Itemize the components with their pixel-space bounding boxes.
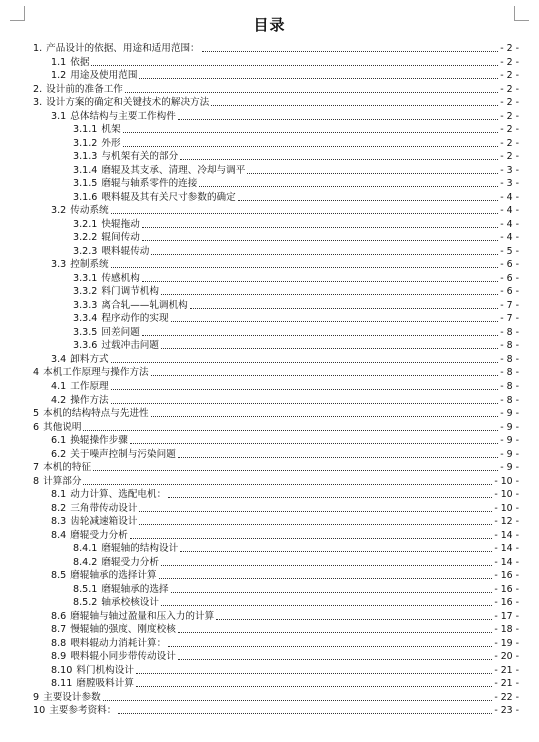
toc-entry-number: 3.2 [51, 205, 67, 217]
toc-dot-leader [168, 646, 492, 647]
toc-entry-number: 1.2 [51, 70, 67, 82]
toc-entry[interactable] [73, 231, 519, 244]
toc-entry-number: 8.4 [51, 529, 67, 541]
toc-entry-title: 外形 [101, 137, 121, 149]
toc-dot-leader [159, 578, 493, 579]
toc-entry[interactable] [33, 83, 519, 96]
toc-entry[interactable] [51, 677, 519, 690]
toc-entry-page: - 21 - [494, 664, 519, 676]
toc-entry-page: - 17 - [494, 610, 519, 622]
toc-entry-title: 设计方案的确定和关键技术的解决方法 [46, 97, 210, 109]
toc-entry-title: 总体结构与主要工作构件 [70, 110, 176, 122]
toc-entry[interactable] [51, 637, 519, 650]
toc-entry-page: - 3 - [500, 164, 519, 176]
toc-entry-page: - 7 - [500, 313, 519, 325]
toc-entry[interactable] [73, 339, 519, 352]
toc-entry-number: 8.5.1 [73, 583, 98, 595]
toc-entry-number: 3.1.4 [73, 164, 98, 176]
toc-entry-title: 磨辊轴与轴过盈量和压入力的计算 [70, 610, 215, 622]
toc-entry-page: - 8 - [500, 340, 519, 352]
toc-dot-leader [168, 497, 492, 498]
toc-entry-number: 8.4.1 [73, 543, 98, 555]
toc-entry-title: 磨辊受力分析 [101, 556, 159, 568]
toc-dot-leader [111, 267, 499, 268]
toc-entry-title: 动力计算、选配电机： [70, 489, 167, 501]
toc-dot-leader [151, 254, 498, 255]
toc-entry-title: 与机架有关的部分 [101, 151, 179, 163]
toc-entry-title: 主要参考资料： [49, 705, 117, 717]
toc-entry-title: 控制系统 [70, 259, 109, 271]
toc-entry-page: - 8 - [500, 353, 519, 365]
toc-dot-leader [202, 51, 499, 52]
toc-entry[interactable] [51, 529, 519, 542]
toc-entry-number: 3.3.2 [73, 286, 98, 298]
toc-dot-leader [161, 294, 498, 295]
toc-entry[interactable] [51, 664, 519, 677]
toc-entry-number: 2. [33, 83, 43, 95]
toc-entry-number: 6.1 [51, 435, 67, 447]
toc-entry-number: 8.5 [51, 570, 67, 582]
toc-entry[interactable] [73, 583, 519, 596]
toc-entry-page: - 14 - [494, 556, 519, 568]
toc-dot-leader [83, 484, 492, 485]
toc-dot-leader [136, 673, 492, 674]
toc-entry-page: - 9 - [500, 462, 519, 474]
toc-dot-leader [139, 78, 498, 79]
toc-entry-page: - 2 - [500, 70, 519, 82]
toc-dot-leader [190, 308, 499, 309]
toc-dot-leader [111, 213, 499, 214]
toc-entry[interactable] [51, 204, 519, 217]
toc-entry-page: - 8 - [500, 367, 519, 379]
toc-entry-title: 磨辊受力分析 [70, 529, 128, 541]
toc-entry-number: 3.1.5 [73, 178, 98, 190]
toc-entry[interactable] [51, 569, 519, 582]
toc-dot-leader [111, 403, 499, 404]
toc-entry-number: 3.3.4 [73, 313, 98, 325]
toc-entry-page: - 6 - [500, 286, 519, 298]
toc-entry-title: 磨辊轴承的选择计算 [70, 570, 157, 582]
toc-dot-leader [171, 592, 493, 593]
toc-dot-leader [161, 565, 492, 566]
toc-entry-number: 8.9 [51, 651, 67, 663]
toc-entry-page: - 6 - [500, 272, 519, 284]
toc-dot-leader [171, 321, 499, 322]
toc-entry-number: 3.1.2 [73, 137, 98, 149]
toc-entry[interactable] [33, 704, 519, 717]
toc-entry[interactable] [33, 407, 519, 420]
toc-entry-title: 磨辊轴的结构设计 [101, 543, 179, 555]
toc-dot-leader [93, 470, 498, 471]
toc-entry-page: - 18 - [494, 624, 519, 636]
toc-entry-number: 3.3.5 [73, 326, 98, 338]
toc-entry-page: - 2 - [500, 97, 519, 109]
toc-entry-page: - 8 - [500, 381, 519, 392]
toc-entry-number: 1. [33, 43, 43, 54]
toc-entry-number: 8.2 [51, 502, 67, 514]
toc-entry-title: 轴承校核设计 [101, 597, 159, 609]
toc-entry-title: 操作方法 [70, 394, 109, 406]
toc-dot-leader [151, 375, 499, 376]
toc-entry-title: 其他说明 [43, 421, 82, 433]
toc-entry-number: 8.1 [51, 489, 67, 501]
toc-entry-title: 磨辊轴承的选择 [101, 583, 169, 595]
toc-entry-number: 3.2.2 [73, 232, 98, 244]
toc-entry-number: 8.4.2 [73, 556, 98, 568]
toc-entry-number: 4.2 [51, 394, 67, 406]
toc-entry-page: - 7 - [500, 299, 519, 311]
toc-entry-page: - 16 - [494, 597, 519, 609]
toc-entry-page: - 4 - [500, 205, 519, 217]
toc-entry[interactable] [73, 218, 519, 231]
toc-dot-leader [136, 686, 492, 687]
toc-entry[interactable] [33, 691, 519, 704]
toc-entry[interactable] [51, 353, 519, 366]
toc-entry-number: 4 [33, 367, 40, 379]
toc-entry-number: 8.11 [51, 678, 73, 690]
toc-dot-leader [123, 132, 499, 133]
toc-entry-page: - 14 - [494, 529, 519, 541]
toc-entry-title: 料门调节机构 [101, 286, 159, 298]
toc-dot-leader [111, 362, 499, 363]
toc-entry[interactable] [73, 191, 519, 204]
toc-entry-number: 3. [33, 97, 43, 109]
toc-entry[interactable] [51, 258, 519, 271]
toc-entry-title: 慢辊轴的强度、刚度校核 [70, 624, 176, 636]
toc-entry-title: 设计前的准备工作 [46, 83, 123, 95]
toc-entry-page: - 20 - [494, 651, 519, 663]
toc-entry-page: - 4 - [500, 218, 519, 230]
toc-entry-page: - 19 - [494, 637, 519, 649]
toc-entry-number: 8.3 [51, 516, 67, 528]
toc-entry-title: 计算部分 [43, 475, 82, 487]
toc-entry[interactable] [51, 69, 519, 82]
toc-entry-number: 8.10 [51, 664, 73, 676]
toc-entry[interactable] [73, 245, 519, 258]
toc-entry-number: 3.3.3 [73, 299, 98, 311]
toc-entry[interactable] [51, 380, 519, 393]
toc-entry-number: 8 [33, 475, 40, 487]
toc-entry-number: 1.1 [51, 56, 67, 68]
toc-entry[interactable] [73, 542, 519, 555]
toc-entry-title: 喂料辊及其有关尺寸参数的确定 [101, 191, 236, 203]
toc-entry-title: 本机工作原理与操作方法 [43, 367, 149, 379]
toc-dot-leader [178, 632, 493, 633]
toc-entry-number: 3.4 [51, 353, 67, 365]
toc-entry-title: 关于噪声控制与污染问题 [70, 448, 176, 460]
toc-entry-title: 三角带传动设计 [70, 502, 138, 514]
toc-entry-title: 用途及使用范围 [70, 70, 138, 82]
toc-entry-page: - 9 - [500, 435, 519, 447]
toc-entry-number: 3.1 [51, 110, 67, 122]
toc-entry-page: - 2 - [500, 151, 519, 163]
toc-entry-page: - 9 - [500, 408, 519, 420]
toc-dot-leader [139, 511, 492, 512]
toc-entry[interactable] [73, 556, 519, 569]
toc-entry[interactable] [73, 312, 519, 325]
toc-entry[interactable] [73, 137, 519, 150]
toc-entry-page: - 22 - [494, 691, 519, 703]
toc-entry-number: 3.2.1 [73, 218, 98, 230]
toc-entry[interactable] [51, 448, 519, 461]
toc-entry-title: 产品设计的依据、用途和适用范围： [46, 43, 200, 54]
toc-entry-title: 快辊拖动 [101, 218, 140, 230]
toc-entry-number: 3.3.6 [73, 340, 98, 352]
toc-entry-title: 传感机构 [101, 272, 140, 284]
toc-entry-page: - 16 - [494, 583, 519, 595]
toc-entry-number: 3.1.1 [73, 124, 98, 136]
toc-entry[interactable] [51, 623, 519, 636]
toc-dot-leader [151, 416, 499, 417]
toc-dot-leader [142, 240, 499, 241]
toc-dot-leader [103, 700, 493, 701]
toc-entry-title: 机架 [101, 124, 121, 136]
toc-entry[interactable] [51, 488, 519, 501]
toc-entry[interactable] [73, 272, 519, 285]
toc-dot-leader [130, 538, 493, 539]
toc-entry-number: 8.8 [51, 637, 67, 649]
toc-entry-page: - 2 - [500, 43, 519, 54]
toc-entry[interactable] [33, 461, 519, 474]
toc-entry-page: - 4 - [500, 191, 519, 203]
toc-dot-leader [216, 619, 492, 620]
toc-entry-page: - 21 - [494, 678, 519, 690]
toc-entry-title: 换辊操作步骤 [70, 435, 128, 447]
toc-dot-leader [139, 524, 492, 525]
toc-dot-leader [211, 105, 498, 106]
toc-entry-number: 4.1 [51, 381, 67, 392]
toc-dot-leader [83, 430, 498, 431]
toc-entry-title: 卸料方式 [70, 353, 109, 365]
toc-entry-page: - 8 - [500, 394, 519, 406]
toc-entry-page: - 4 - [500, 232, 519, 244]
toc-entry-page: - 5 - [500, 245, 519, 257]
toc-entry-page: - 3 - [500, 178, 519, 190]
toc-entry-title: 本机的结构特点与先进性 [43, 408, 149, 420]
toc-dot-leader [178, 659, 493, 660]
toc-entry[interactable] [51, 502, 519, 515]
toc-dot-leader [180, 159, 498, 160]
toc-entry-number: 6 [33, 421, 40, 433]
toc-dot-leader [161, 605, 492, 606]
toc-entry-title: 回差问题 [101, 326, 140, 338]
toc-entry-page: - 9 - [500, 448, 519, 460]
toc-dot-leader [118, 713, 492, 714]
toc-dot-leader [91, 65, 498, 66]
toc-entry[interactable] [73, 164, 519, 177]
toc-dot-leader [161, 348, 498, 349]
toc-entry-title: 程序动作的实现 [101, 313, 169, 325]
toc-entry-number: 7 [33, 462, 40, 474]
toc-entry[interactable] [51, 650, 519, 663]
toc-entry-page: - 2 - [500, 124, 519, 136]
toc-entry[interactable] [51, 434, 519, 447]
toc-entry-number: 3.2.3 [73, 245, 98, 257]
toc-entry-page: - 6 - [500, 259, 519, 271]
toc-entry[interactable] [51, 56, 519, 69]
toc-entry-page: - 2 - [500, 137, 519, 149]
toc-dot-leader [238, 200, 499, 201]
page-title: 目录 [253, 16, 286, 34]
toc-dot-leader [111, 389, 499, 390]
toc-dot-leader [123, 146, 499, 147]
toc-dot-leader [178, 457, 499, 458]
toc-entry[interactable] [51, 394, 519, 407]
toc-entry[interactable] [33, 366, 519, 379]
toc-entry-number: 3.3 [51, 259, 67, 271]
toc-entry-number: 5 [33, 408, 40, 420]
toc-entry-number: 8.7 [51, 624, 67, 636]
toc-entry-title: 磨辊及其支承、清理、冷却与调平 [101, 164, 246, 176]
toc-entry-number: 9 [33, 691, 40, 703]
toc-entry-page: - 2 - [500, 83, 519, 95]
toc-dot-leader [130, 443, 498, 444]
toc-entry-page: - 10 - [494, 475, 519, 487]
toc-entry-title: 磨膛吸料计算 [76, 678, 134, 690]
toc-dot-leader [178, 119, 499, 120]
toc-entry[interactable] [73, 123, 519, 136]
toc-entry-page: - 16 - [494, 570, 519, 582]
toc-entry-number: 3.1.6 [73, 191, 98, 203]
toc-entry-page: - 12 - [494, 516, 519, 528]
toc-entry-page: - 2 - [500, 56, 519, 68]
toc-entry[interactable] [33, 421, 519, 434]
toc-entry[interactable] [33, 475, 519, 488]
toc-entry-number: 3.3.1 [73, 272, 98, 284]
toc-entry-title: 料门机构设计 [76, 664, 134, 676]
toc-entry-title: 喂料辊传动 [101, 245, 150, 257]
toc-entry[interactable] [51, 610, 519, 623]
toc-entry-title: 依据 [70, 56, 90, 68]
toc-entry-title: 工作原理 [70, 381, 109, 392]
toc-entry-title: 主要设计参数 [43, 691, 101, 703]
toc-entry-page: - 9 - [500, 421, 519, 433]
toc-entry-page: - 8 - [500, 326, 519, 338]
toc-entry[interactable] [33, 96, 519, 109]
toc-dot-leader [199, 186, 498, 187]
toc-entry-title: 齿轮减速箱设计 [70, 516, 138, 528]
toc-entry[interactable] [73, 596, 519, 609]
toc-entry-title: 喂料辊小同步带传动设计 [70, 651, 176, 663]
toc-entry[interactable] [73, 285, 519, 298]
toc-entry[interactable] [51, 110, 519, 123]
toc-dot-leader [142, 335, 499, 336]
toc-entry-page: - 14 - [494, 543, 519, 555]
toc-entry-title: 辊间传动 [101, 232, 140, 244]
toc-entry-page: - 10 - [494, 489, 519, 501]
toc-entry[interactable] [51, 515, 519, 528]
toc-entry-title: 离合轧——轧调机构 [101, 299, 188, 311]
toc-entry-page: - 2 - [500, 110, 519, 122]
toc-entry-page: - 23 - [494, 705, 519, 717]
toc-dot-leader [142, 227, 499, 228]
toc-entry[interactable] [73, 150, 519, 163]
toc-entry-title: 传动系统 [70, 205, 109, 217]
toc-dot-leader [142, 281, 499, 282]
toc-entry[interactable] [73, 177, 519, 190]
toc-dot-leader [180, 551, 492, 552]
toc-entry-number: 8.6 [51, 610, 67, 622]
toc-entry[interactable] [33, 42, 519, 55]
toc-entry-title: 喂料辊动力消耗计算： [70, 637, 167, 649]
toc-entry-title: 本机的特征 [43, 462, 92, 474]
toc-entry-page: - 10 - [494, 502, 519, 514]
toc-entry-title: 过载冲击问题 [101, 340, 159, 352]
toc-entry-title: 磨辊与轴系零件的连接 [101, 178, 198, 190]
toc-dot-leader [247, 173, 498, 174]
toc-dot-leader [125, 92, 498, 93]
toc-entry-number: 3.1.3 [73, 151, 98, 163]
toc-entry-number: 10 [33, 705, 46, 717]
toc-entry[interactable] [73, 326, 519, 339]
toc-entry-number: 6.2 [51, 448, 67, 460]
toc-entry-number: 8.5.2 [73, 597, 98, 609]
toc-entry[interactable] [73, 299, 519, 312]
